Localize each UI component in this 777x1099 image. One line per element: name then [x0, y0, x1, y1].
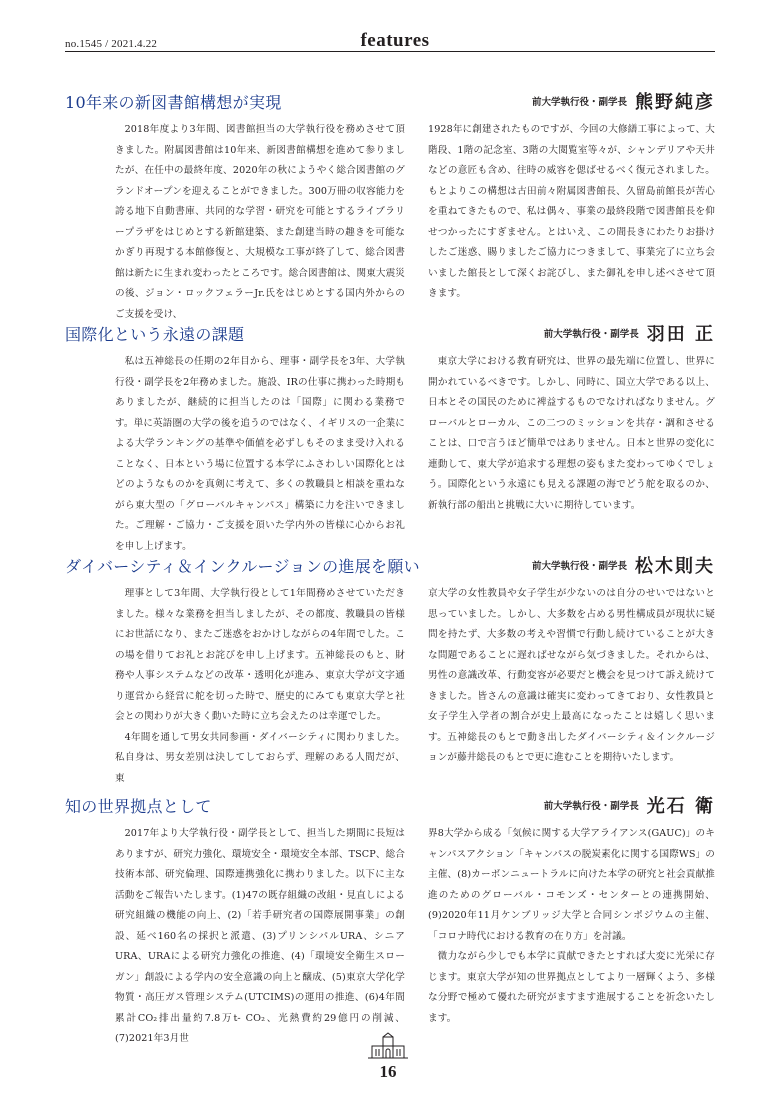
- right-column: [428, 584, 715, 769]
- author-name: 光石 衛: [646, 796, 715, 817]
- article-title: ダイバーシティ＆インクルージョンの進展を願い: [65, 557, 420, 576]
- author-name: 熊野純彦: [635, 92, 715, 113]
- paragraph: 1928年に創建されたものですが、今回の大修繕工事によって、大階段、1階の記念室、3階の大閲覧室等々が、シャンデリアや天井などの意匠も含め、往時の威容を偲ばせるべく復元されました。もとよりこの構想は古田前々附属図書館長、久留島前館長が苦心を重ねてきたもので、私は偶々、事業の最終段階で図書館長を仰せつかったにすぎません。とはいえ、この間長きにわたりお掛けしたご迷惑、賜りましたご協力につきまして、事業完了に立ち会いました館長として深くお詫びし、また御礼を申し述べさせて頂きます。: [428, 124, 715, 299]
- left-column: [115, 352, 405, 557]
- right-column: [428, 352, 715, 516]
- author-role: 前大学執行役・副学長: [531, 561, 627, 572]
- left-column: [115, 584, 405, 789]
- paragraph: 私は五神総長の任期の2年目から、理事・副学長を3年、大学執行役・副学長を2年務めました。施設、IRの仕事に携わった時期もありましたが、継続的に担当したのは「国際」に関わる業務です。単に英語圏の大学の後を追うのではなく、イギリスの一企業による大学ランキングの基準や価値を必ずしもそのまま受け入れることなく、日本という場に位置する本学にふさわしい国際化とはどのようなものかを真剣に考えて、多くの教職員と相談を重ねながら東大型の「グローバルキャンパス」構築に力を注いできました。ご理解・ご協力・ご支援を頂いた学内外の皆様に心からお礼を申し上げます。: [115, 356, 405, 552]
- issue-info: no.1545 / 2021.4.22: [65, 38, 158, 50]
- paragraph: 2018年度より3年間、図書館担当の大学執行役を務めさせて頂きました。附属図書館は10年来、新図書館構想を進めて参りましたが、在任中の最終年度、2020年の秋にようやく総合図書館のグランドオープンを迎えることができました。300万冊の収容能力を誇る地下自動書庫、共同的な学習・研究を可能とするライブラリープラザをはじめとする新館建築、また創建当時の趣きを可能なかぎり再現する本館修復と、大規模な工事が終了して、総合図書館は新たに生まれ変わったところです。総合図書館は、関東大震災の後、ジョン・ロックフェラーJr.氏をはじめとする国内外からのご支援を受け、: [115, 124, 405, 320]
- paragraph: 微力ながら少しでも本学に貢献できたとすれば大変に光栄に存じます。東京大学が知の世界拠点としてより一層輝くよう、多様な分野で極めて優れた研究がますます進展することを祈念いたします。: [428, 951, 715, 1024]
- byline: [544, 320, 715, 346]
- author-role: 前大学執行役・副学長: [543, 329, 639, 340]
- section-header-title: features: [360, 30, 430, 51]
- author-name: 松木則夫: [635, 556, 715, 577]
- article-mitsuishi: [65, 794, 715, 1044]
- article-title: 知の世界拠点として: [65, 797, 212, 816]
- paragraph: 2017年より大学執行役・副学長として、担当した期間に長短はありますが、研究力強化、環境安全・環境安全本部、TSCP、総合技術本部、研究倫理、国際連携強化に携わりました。以下に主な活動をご報告いたします。(1)47の既存組織の改組・見直しによる研究組織の機能の向上、(2)「若手研究者の国際展開事業」の創設、延べ160名の採択と派遣、(3)プリンシパルURA、シニアURA、URAによる研究力強化の推進、(4)「環境安全衛生スローガン」創設による学内の安全意識の向上と醸成、(5)東京大学化学物質・高圧ガス管理システム(UTCIMS)の運用の推進、(6)4年間累計CO₂排出量約7.8万t- CO₂、光熱費約29億円の削減、(7)2021年3月世: [115, 828, 405, 1044]
- author-name: 羽田 正: [646, 324, 715, 345]
- header-divider: [65, 51, 715, 52]
- author-role: 前大学執行役・副学長: [531, 97, 627, 108]
- article-kumano: [65, 90, 715, 320]
- article-title: 10年来の新図書館構想が実現: [65, 93, 282, 112]
- byline: [532, 88, 715, 114]
- right-column: [428, 120, 715, 305]
- article-matsuki: [65, 554, 715, 784]
- yasuda-auditorium-icon: [364, 1032, 412, 1060]
- left-column: [115, 824, 405, 1050]
- page-number: 16: [379, 1062, 397, 1081]
- author-role: 前大学執行役・副学長: [543, 801, 639, 812]
- paragraph: 界8大学から成る「気候に関する大学アライアンス(GAUC)」のキャンパスアクション「キャンパスの脱炭素化に関する国際WS」の主催、(8)カーボンニュートラルに向けた本学の研究と社会貢献推進のためのグローバル・コモンズ・センターとの連携開始、(9)2020年11月ケンブリッジ大学と合同シンポジウムの主催、「コロナ時代における教育の在り方」を討議。: [428, 828, 715, 942]
- paragraph: 京大学の女性教員や女子学生が少ないのは自分のせいではないと思っていました。しかし、大多数を占める男性構成員が現状に疑問を持たず、大多数の考えや習慣で行動し続けていることが大きな問題であることに遅ればせながら気づきました。それからは、男性の意識改革、行動変容が必要だと機会を見つけて訴え続けてきました。皆さんの意識は確実に変わってきており、女性教員と女子学生入学者の割合が史上最高になったことは嬉しく思います。五神総長のもとで動き出したダイバーシティ＆インクルージョンが藤井総長のもとで更に進むことを期待いたします。: [428, 588, 715, 763]
- paragraph: 理事として3年間、大学執行役として1年間務めさせていただきました。様々な業務を担当しましたが、その都度、教職員の皆様にお世話になり、またご迷惑をおかけしながらの4年間でした。この場を借りてお礼とお詫びを申し上げます。五神総長のもと、財務や人事システムなどの改革・透明化が進み、東京大学が文字通り運営から経営に舵を切った時で、歴史的にみても東京大学と社会との関わりが大きく動いた時に立ち会えたのは幸運でした。: [115, 588, 405, 722]
- byline: [532, 552, 715, 578]
- article-haneda: [65, 322, 715, 552]
- left-column: [115, 120, 405, 325]
- article-title: 国際化という永遠の課題: [65, 325, 245, 344]
- paragraph: 東京大学における教育研究は、世界の最先端に位置し、世界に開かれているべきです。しかし、同時に、国立大学である以上、日本とその国民のために裨益するものでなければなりません。グローバルとローカル、この二つのミッションを共存・調和させることは、口で言うほど簡単ではありません。日本と世界の変化に連動して、東大学が追求する理想の姿もまた変わってゆくでしょう。国際化という永遠にも見える課題の海でどう舵を取るのか、新執行部の船出と挑戦に大いに期待しています。: [428, 356, 715, 511]
- byline: [544, 792, 715, 818]
- right-column: [428, 824, 715, 1029]
- paragraph: 4年間を通して男女共同参画・ダイバーシティに関わりました。私自身は、男女差別は決してしておらず、理解のある人間だが、東: [115, 731, 405, 784]
